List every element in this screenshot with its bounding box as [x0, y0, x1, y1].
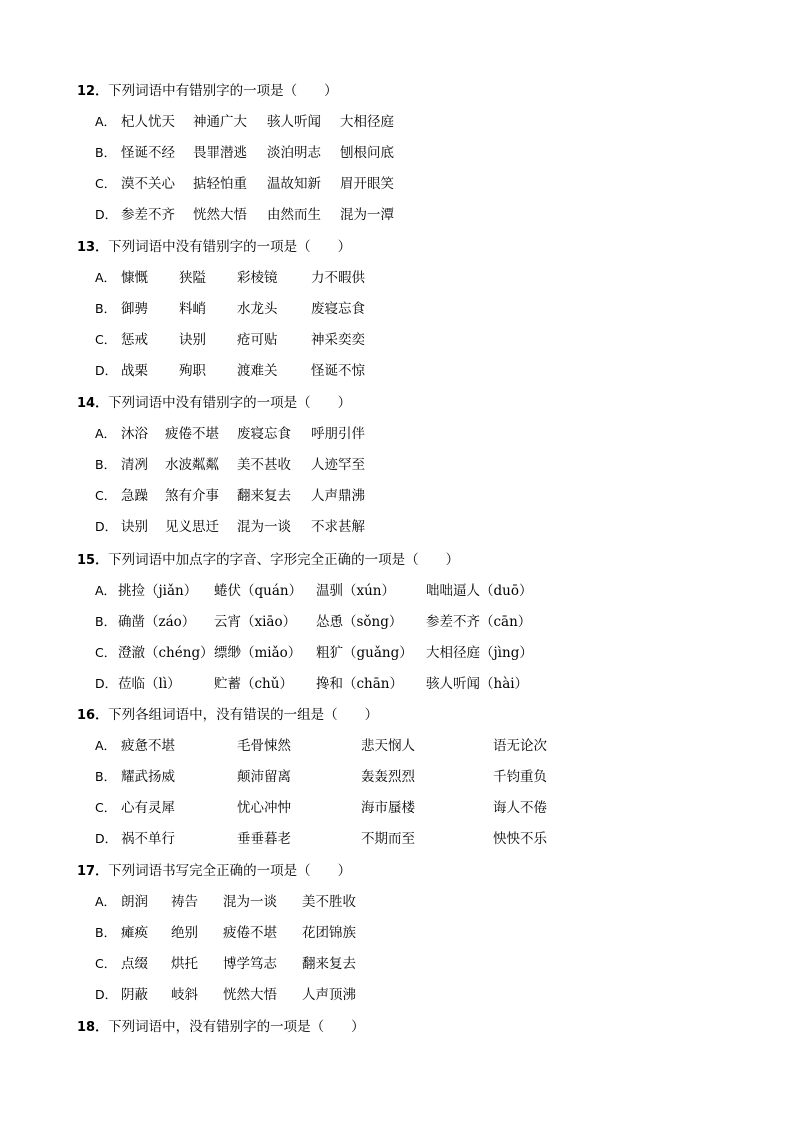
option-term: 参差不齐 — [121, 207, 175, 223]
option-label: A． — [95, 270, 117, 285]
option-row — [95, 983, 794, 1007]
option-term: 废寝忘食 — [311, 301, 365, 317]
option-term: 千钧重负 — [493, 769, 547, 785]
option-term: 莅临（lì） — [118, 676, 181, 692]
option-row — [95, 141, 794, 165]
option-label: C． — [95, 645, 117, 660]
option-term: 呼朋引伴 — [311, 426, 365, 442]
option-term: 怪诞不经 — [121, 145, 175, 161]
option-term: 贮蓄（chǔ） — [214, 676, 293, 692]
option-label: B． — [95, 614, 117, 629]
option-term: 缥缈（miǎo） — [214, 645, 302, 661]
option-term: 蜷伏（quán） — [214, 583, 303, 599]
option-term: 耀武扬威 — [121, 769, 175, 785]
option-row — [95, 734, 794, 758]
option-row — [95, 266, 794, 290]
option-term: 点缀 — [121, 956, 148, 972]
option-label: B． — [95, 145, 117, 160]
option-row — [95, 890, 794, 914]
option-row — [95, 641, 794, 665]
question-stem — [77, 235, 351, 259]
option-term: 殉职 — [179, 363, 206, 379]
option-term: 大相径庭 — [340, 114, 394, 130]
option-label: D． — [95, 519, 118, 534]
option-term: 祸不单行 — [121, 831, 175, 847]
option-term: 煞有介事 — [165, 488, 219, 504]
option-row — [95, 297, 794, 321]
option-row — [95, 827, 794, 851]
option-term: 诀别 — [121, 519, 148, 535]
option-label: C． — [95, 956, 117, 971]
option-term: 挑捡（jiǎn） — [118, 583, 198, 599]
option-row — [95, 359, 794, 383]
option-term: 咄咄逼人（duō） — [426, 583, 533, 599]
option-term: 温故知新 — [267, 176, 321, 192]
question-text: 下列词语中没有错别字的一项是（ ） — [108, 395, 352, 411]
option-term: 清冽 — [121, 457, 148, 473]
option-term: 战栗 — [121, 363, 148, 379]
option-term: 神采奕奕 — [311, 332, 365, 348]
option-term: 神通广大 — [193, 114, 247, 130]
option-label: D． — [95, 987, 118, 1002]
option-label: B． — [95, 925, 117, 940]
option-term: 云宵（xiāo） — [214, 614, 297, 630]
question-stem — [77, 391, 351, 415]
question-text: 下列词语中没有错别字的一项是（ ） — [108, 239, 352, 255]
option-term: 彩棱镜 — [237, 270, 278, 286]
question-number: 14． — [77, 396, 109, 411]
option-term: 人迹罕至 — [311, 457, 365, 473]
option-label: C． — [95, 800, 117, 815]
option-term: 瘫痪 — [121, 925, 148, 941]
option-label: C． — [95, 176, 117, 191]
option-term: 眉开眼笑 — [340, 176, 394, 192]
option-row — [95, 172, 794, 196]
option-term: 狭隘 — [179, 270, 206, 286]
question-text: 下列各组词语中，没有错误的一组是（ ） — [108, 707, 379, 723]
option-term: 疮可贴 — [237, 332, 278, 348]
option-term: 搀和（chān） — [316, 676, 403, 692]
option-term: 海市蜃楼 — [361, 800, 415, 816]
question-number: 12． — [77, 84, 109, 99]
option-term: 慷慨 — [121, 270, 148, 286]
option-row — [95, 484, 794, 508]
option-term: 诀别 — [179, 332, 206, 348]
option-term: 博学笃志 — [223, 956, 277, 972]
option-term: 由然而生 — [267, 207, 321, 223]
option-term: 混为一谈 — [223, 894, 277, 910]
option-term: 人声顶沸 — [302, 987, 356, 1003]
option-term: 骇人听闻 — [267, 114, 321, 130]
option-term: 恍然大悟 — [193, 207, 247, 223]
option-row — [95, 453, 794, 477]
option-term: 骇人听闻（hài） — [426, 676, 529, 692]
option-term: 忧心冲忡 — [237, 800, 291, 816]
question-number: 16． — [77, 708, 109, 723]
option-label: B． — [95, 769, 117, 784]
option-label: A． — [95, 583, 117, 598]
option-term: 疲倦不堪 — [223, 925, 277, 941]
option-term: 美不甚收 — [237, 457, 291, 473]
option-term: 渡难关 — [237, 363, 278, 379]
option-label: B． — [95, 301, 117, 316]
option-term: 混为一潭 — [340, 207, 394, 223]
option-term: 废寝忘食 — [237, 426, 291, 442]
option-term: 花团锦族 — [302, 925, 356, 941]
option-term: 岐斜 — [171, 987, 198, 1003]
question-stem — [77, 859, 351, 883]
option-term: 怂恿（sǒng） — [316, 614, 403, 630]
option-term: 诲人不倦 — [493, 800, 547, 816]
question-number: 18． — [77, 1020, 109, 1035]
option-label: D． — [95, 363, 118, 378]
option-term: 温驯（xún） — [316, 583, 396, 599]
option-label: B． — [95, 457, 117, 472]
option-term: 御骋 — [121, 301, 148, 317]
option-label: A． — [95, 114, 117, 129]
option-term: 心有灵犀 — [121, 800, 175, 816]
option-term: 大相径庭（jìng） — [426, 645, 533, 661]
option-label: A． — [95, 894, 117, 909]
option-row — [95, 515, 794, 539]
option-term: 疲惫不堪 — [121, 738, 175, 754]
option-label: C． — [95, 488, 117, 503]
option-term: 烘托 — [171, 956, 198, 972]
option-label: A． — [95, 426, 117, 441]
option-row — [95, 203, 794, 227]
question-stem — [77, 548, 459, 572]
question-number: 15． — [77, 553, 109, 568]
question-number: 13． — [77, 240, 109, 255]
option-row — [95, 328, 794, 352]
question-text: 下列词语书写完全正确的一项是（ ） — [108, 863, 352, 879]
option-term: 掂轻怕重 — [193, 176, 247, 192]
option-row — [95, 672, 794, 696]
option-row — [95, 579, 794, 603]
option-row — [95, 952, 794, 976]
option-term: 粗犷（guǎng） — [316, 645, 413, 661]
option-term: 急躁 — [121, 488, 148, 504]
option-term: 祷告 — [171, 894, 198, 910]
option-term: 不求甚解 — [311, 519, 365, 535]
option-term: 见义思迁 — [165, 519, 219, 535]
option-term: 朗润 — [121, 894, 148, 910]
option-term: 水波粼粼 — [165, 457, 219, 473]
question-number: 17． — [77, 864, 109, 879]
option-row — [95, 796, 794, 820]
question-stem — [77, 79, 338, 103]
option-term: 漠不关心 — [121, 176, 175, 192]
option-term: 绝别 — [171, 925, 198, 941]
question-text: 下列词语中有错别字的一项是（ ） — [108, 83, 338, 99]
option-term: 毛骨悚然 — [237, 738, 291, 754]
option-term: 恍然大悟 — [223, 987, 277, 1003]
option-term: 力不暇供 — [311, 270, 365, 286]
option-label: D． — [95, 831, 118, 846]
option-term: 不期而至 — [361, 831, 415, 847]
option-term: 翻来复去 — [302, 956, 356, 972]
option-row — [95, 610, 794, 634]
option-term: 怏怏不乐 — [493, 831, 547, 847]
option-term: 参差不齐（cān） — [426, 614, 532, 630]
option-term: 料峭 — [179, 301, 206, 317]
question-text: 下列词语中，没有错别字的一项是（ ） — [108, 1019, 365, 1035]
option-term: 颠沛留离 — [237, 769, 291, 785]
option-term: 翻来复去 — [237, 488, 291, 504]
option-row — [95, 921, 794, 945]
option-term: 人声鼎沸 — [311, 488, 365, 504]
option-label: C． — [95, 332, 117, 347]
option-term: 杞人忧天 — [121, 114, 175, 130]
option-term: 沐浴 — [121, 426, 148, 442]
option-term: 怪诞不惊 — [311, 363, 365, 379]
option-term: 疲倦不堪 — [165, 426, 219, 442]
option-term: 混为一谈 — [237, 519, 291, 535]
option-term: 阴蔽 — [121, 987, 148, 1003]
option-term: 轰轰烈烈 — [361, 769, 415, 785]
option-term: 垂垂暮老 — [237, 831, 291, 847]
option-row — [95, 422, 794, 446]
option-term: 刨根问底 — [340, 145, 394, 161]
option-term: 确凿（záo） — [118, 614, 196, 630]
option-label: A． — [95, 738, 117, 753]
option-row — [95, 765, 794, 789]
option-term: 美不胜收 — [302, 894, 356, 910]
option-term: 语无论次 — [493, 738, 547, 754]
option-label: D． — [95, 676, 118, 691]
option-label: D． — [95, 207, 118, 222]
option-term: 淡泊明志 — [267, 145, 321, 161]
option-term: 惩戒 — [121, 332, 148, 348]
question-stem — [77, 1015, 365, 1039]
question-stem — [77, 703, 378, 727]
option-term: 澄澈（chéng） — [118, 645, 214, 661]
option-term: 水龙头 — [237, 301, 278, 317]
option-row — [95, 110, 794, 134]
question-text: 下列词语中加点字的字音、字形完全正确的一项是（ ） — [108, 552, 460, 568]
option-term: 畏罪潜逃 — [193, 145, 247, 161]
option-term: 悲天悯人 — [361, 738, 415, 754]
